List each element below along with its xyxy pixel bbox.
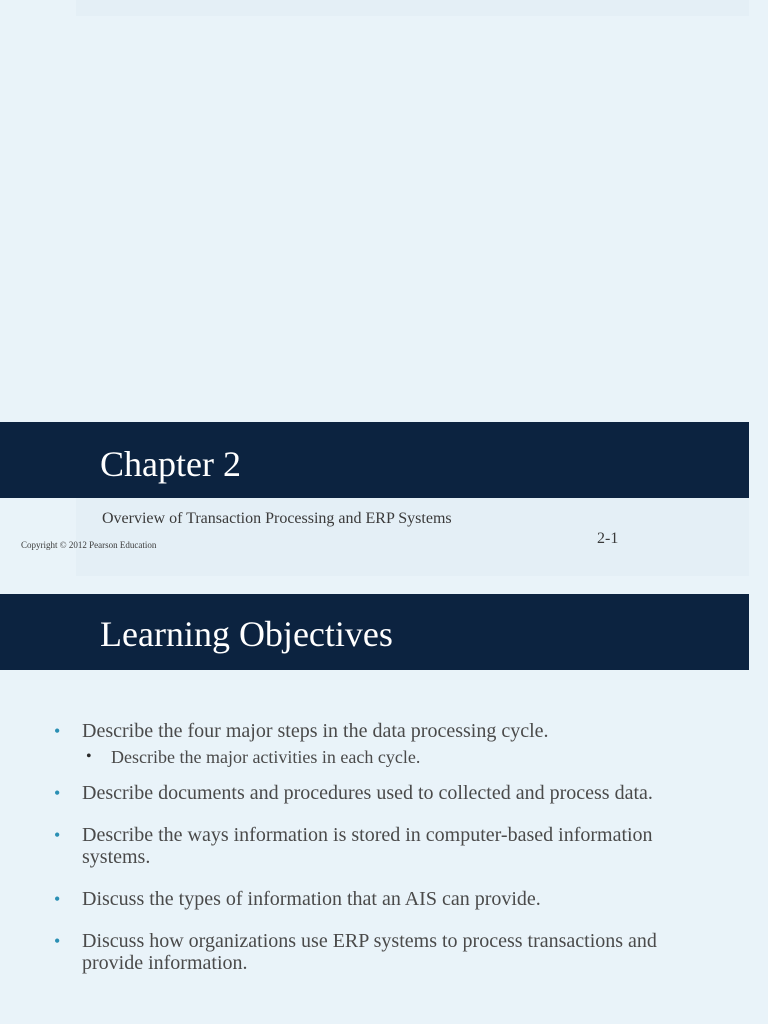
objective-text: Describe documents and procedures used to collected and process data. (82, 782, 653, 804)
bullet-icon: • (54, 825, 61, 845)
sub-bullet-icon: • (86, 748, 92, 765)
sub-objective-text: Describe the major activities in each cycle. (111, 747, 421, 767)
bullet-icon: • (54, 783, 61, 803)
objective-text: Describe the four major steps in the data processing cycle. (82, 720, 549, 742)
chapter-title: Chapter 2 (100, 444, 241, 484)
objective-item (50, 824, 720, 868)
objectives-list (50, 720, 720, 994)
chapter-subtitle: Overview of Transaction Processing and ERP Systems (102, 510, 452, 527)
chapter-title-band (0, 422, 749, 498)
objective-text: Discuss how organizations use ERP systems to process transactions and provide information. (82, 930, 657, 974)
sub-objective-item (82, 746, 720, 768)
slide-top-panel (76, 0, 749, 16)
objective-text: Describe the ways information is stored in computer-based information systems. (82, 824, 653, 868)
sub-objectives-list (82, 746, 720, 768)
objective-item (50, 930, 720, 974)
objective-item (50, 782, 720, 804)
page-number: 2-1 (597, 530, 619, 547)
bullet-icon: • (54, 889, 61, 909)
copyright-notice: Copyright © 2012 Pearson Education (21, 540, 157, 550)
objective-text: Discuss the types of information that an AIS can provide. (82, 888, 541, 910)
objectives-title: Learning Objectives (100, 614, 393, 654)
objective-item (50, 720, 720, 768)
objectives-title-band (0, 594, 749, 670)
bullet-icon: • (54, 931, 61, 951)
bullet-icon: • (54, 721, 61, 741)
objective-item (50, 888, 720, 910)
